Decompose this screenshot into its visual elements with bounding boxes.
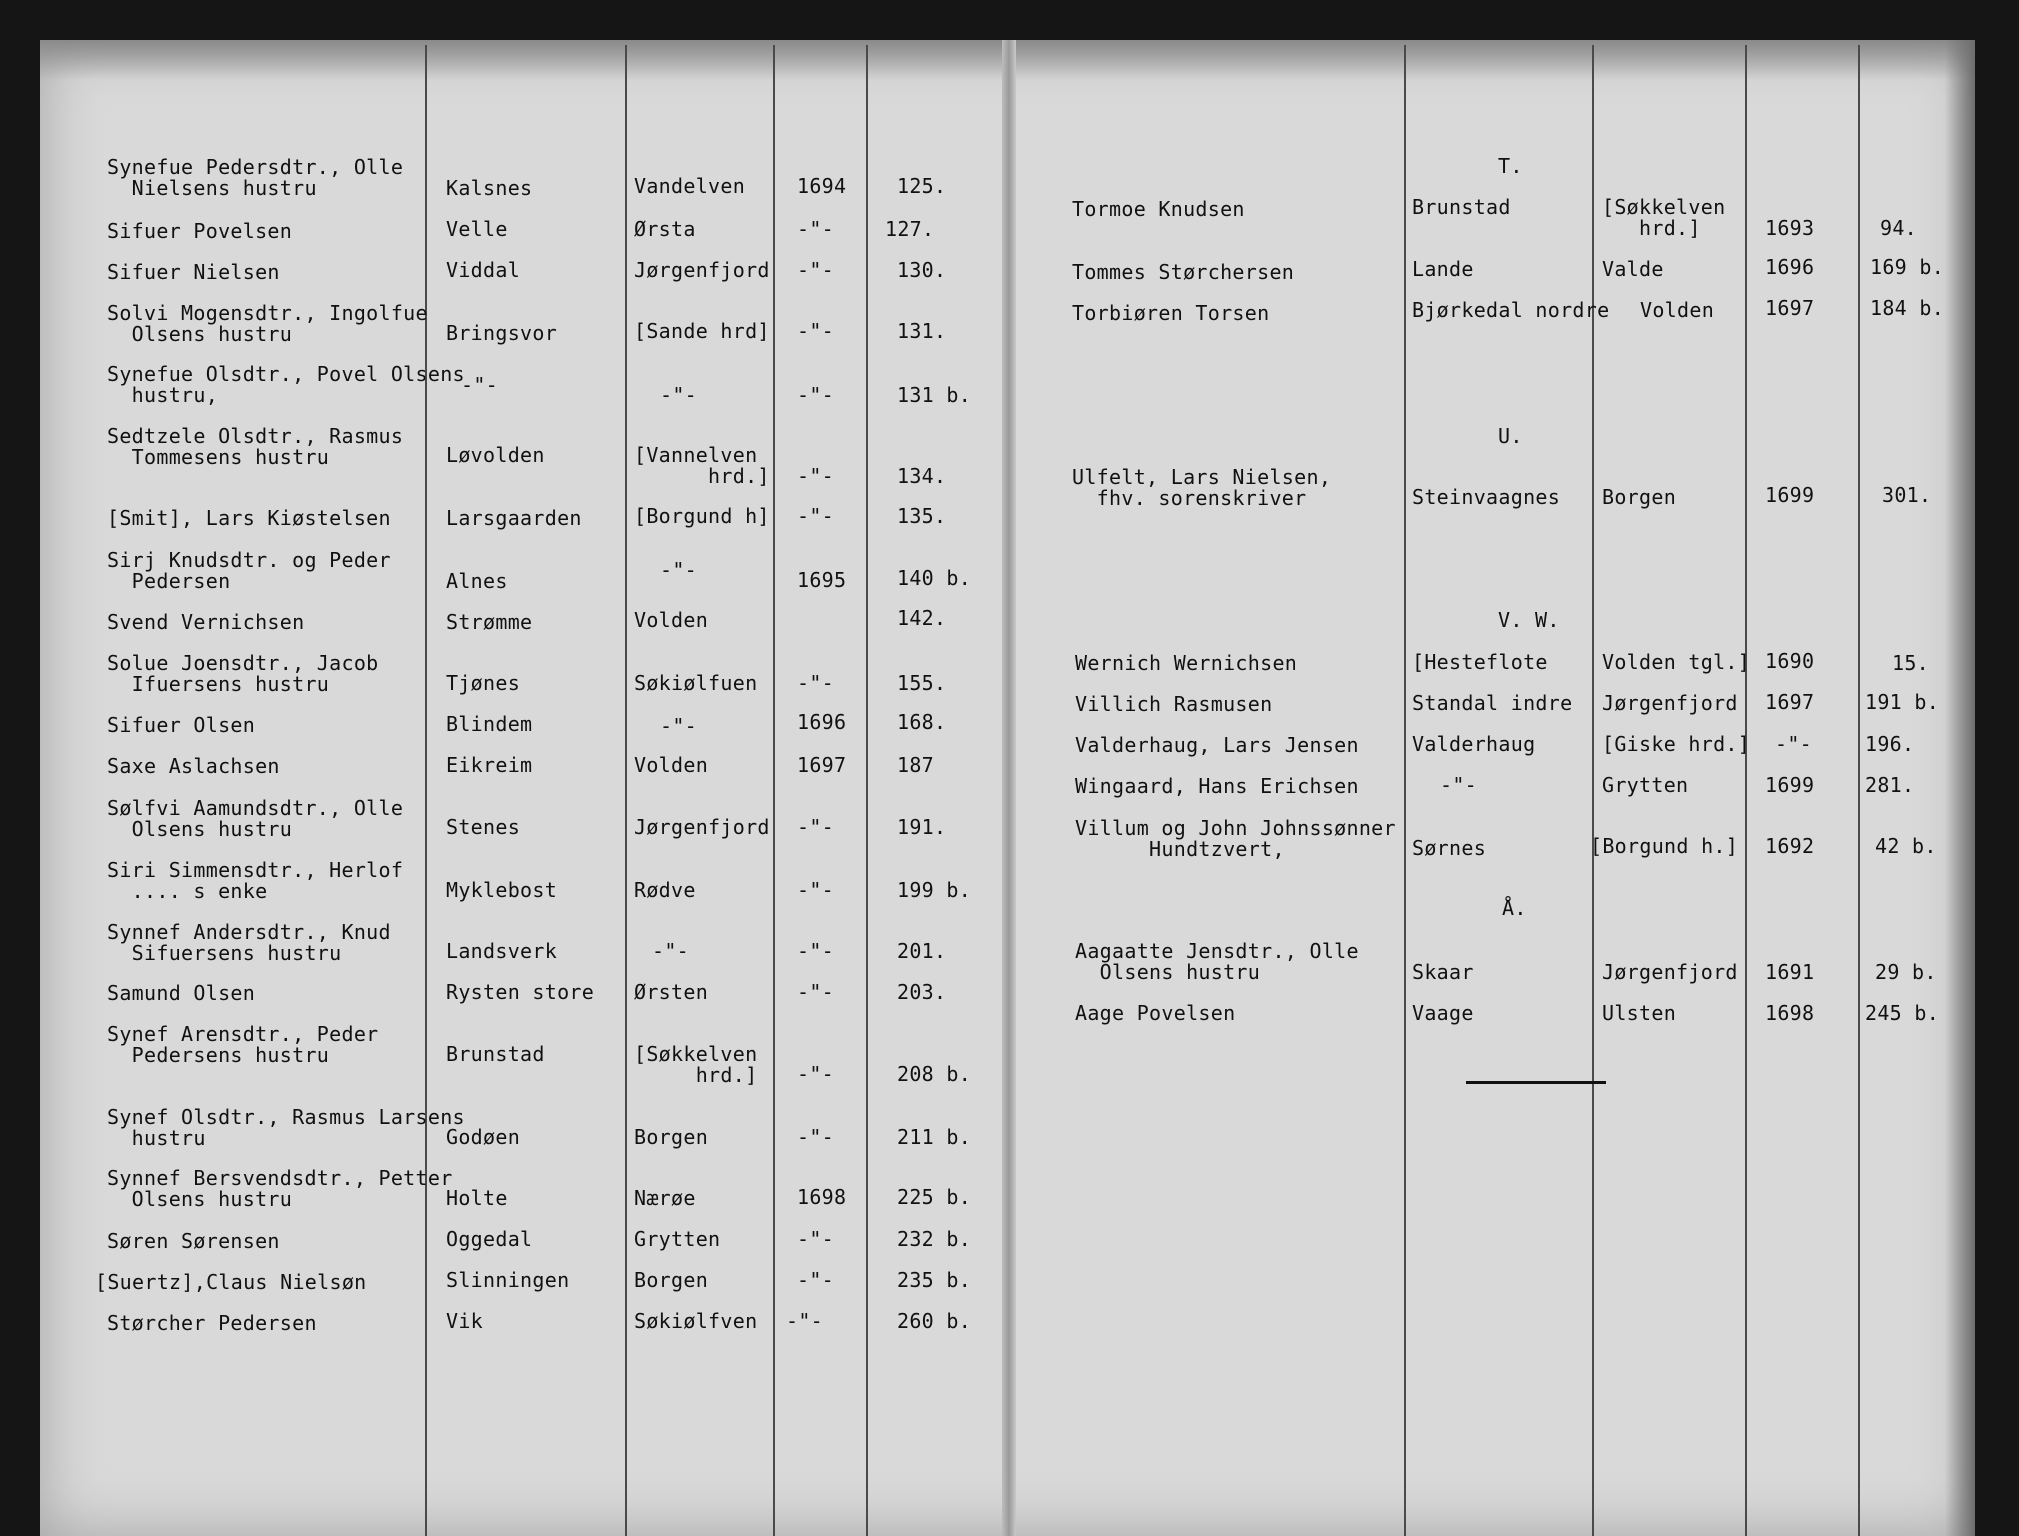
entry-name: Synef Olsdtr., Rasmus Larsens hustru <box>107 1105 465 1150</box>
entry-name: Tormoe Knudsen <box>1072 197 1245 221</box>
entry-place: Standal indre <box>1412 691 1573 715</box>
entry-parish: [Søkkelven hrd.] <box>634 1042 758 1087</box>
entry-ref: 245 b. <box>1865 1001 1940 1025</box>
entry-place: Alnes <box>446 569 508 593</box>
entry-name: Synefue Olsdtr., Povel Olsens hustru, <box>107 362 465 407</box>
entry-year: 1695 <box>797 568 847 592</box>
entry-place: Sørnes <box>1412 836 1487 860</box>
entry-year: 1696 <box>1765 255 1815 279</box>
entry-year: 1699 <box>1765 483 1815 507</box>
entry-name: Tommes Størchersen <box>1072 260 1295 284</box>
entry-place: Vik <box>446 1309 484 1333</box>
entry-place: Oggedal <box>446 1227 533 1251</box>
entry-parish: [Giske hrd.] <box>1602 732 1751 756</box>
entry-ref: 235 b. <box>897 1268 972 1292</box>
entry-place: Steinvaagnes <box>1412 485 1561 509</box>
entry-place: -"- <box>461 373 499 397</box>
section-heading: Å. <box>1502 896 1527 920</box>
entry-place: Velle <box>446 217 508 241</box>
entry-parish: Nærøe <box>634 1186 696 1210</box>
entry-ref: 131. <box>897 319 947 343</box>
entry-ref: 201. <box>897 939 947 963</box>
column-rule <box>1404 45 1406 1536</box>
entry-name: Villich Rasmusen <box>1075 692 1273 716</box>
entry-year: -"- <box>797 504 835 528</box>
entry-name: Solvi Mogensdtr., Ingolfue Olsens hustru <box>107 301 428 346</box>
entry-parish: Volden <box>1640 298 1715 322</box>
entry-place: Bringsvor <box>446 321 558 345</box>
entry-name: Synnef Bersvendsdtr., Petter Olsens hustru <box>107 1166 453 1211</box>
entry-place: Viddal <box>446 258 521 282</box>
section-heading: V. W. <box>1498 608 1560 632</box>
entry-parish: -"- <box>660 558 698 582</box>
entry-name: Sifuer Nielsen <box>107 260 280 284</box>
entry-name: Samund Olsen <box>107 981 256 1005</box>
entry-place: Rysten store <box>446 980 595 1004</box>
entry-ref: 281. <box>1865 773 1915 797</box>
entry-year: 1693 <box>1765 216 1815 240</box>
entry-year: -"- <box>797 383 835 407</box>
entry-year: 1697 <box>1765 690 1815 714</box>
entry-name: Synef Arensdtr., Peder Pedersens hustru <box>107 1022 379 1067</box>
entry-parish: -"- <box>652 939 690 963</box>
entry-place: Brunstad <box>446 1042 545 1066</box>
entry-parish: Volden tgl.] <box>1602 650 1751 674</box>
entry-parish: Rødve <box>634 878 696 902</box>
entry-ref: 125. <box>897 174 947 198</box>
entry-year: -"- <box>797 815 835 839</box>
entry-parish: Jørgenfjord <box>634 258 770 282</box>
entry-place: Tjønes <box>446 671 521 695</box>
entry-year: 1690 <box>1765 649 1815 673</box>
entry-ref: 199 b. <box>897 878 972 902</box>
entry-ref: 42 b. <box>1875 834 1937 858</box>
entry-place: Landsverk <box>446 939 558 963</box>
column-rule <box>1745 45 1747 1536</box>
entry-place: -"- <box>1440 773 1478 797</box>
entry-name: Villum og John Johnssønner Hundtzvert, <box>1075 816 1396 861</box>
entry-parish: Volden <box>634 753 709 777</box>
entry-ref: 169 b. <box>1870 255 1945 279</box>
entry-ref: 155. <box>897 671 947 695</box>
entry-ref: 232 b. <box>897 1227 972 1251</box>
entry-year: -"- <box>797 464 835 488</box>
entry-name: Ulfelt, Lars Nielsen, fhv. sorenskriver <box>1072 465 1332 510</box>
entry-ref: 127. <box>885 217 935 241</box>
entry-place: Vaage <box>1412 1001 1474 1025</box>
entry-ref: 168. <box>897 710 947 734</box>
column-rule <box>425 45 427 1536</box>
entry-ref: 15. <box>1892 651 1930 675</box>
closing-rule <box>1466 1081 1606 1084</box>
entry-ref: 191 b. <box>1865 690 1940 714</box>
section-heading: U. <box>1498 424 1523 448</box>
entry-year: -"- <box>797 878 835 902</box>
entry-parish: Ørsta <box>634 217 696 241</box>
entry-year: 1698 <box>797 1185 847 1209</box>
entry-place: Godøen <box>446 1125 521 1149</box>
entry-year: 1694 <box>797 174 847 198</box>
entry-year: -"- <box>797 671 835 695</box>
entry-parish: Borgen <box>634 1268 709 1292</box>
entry-parish: Borgen <box>634 1125 709 1149</box>
entry-year: -"- <box>797 939 835 963</box>
entry-name: [Suertz],Claus Nielsøn <box>95 1270 367 1294</box>
entry-parish: [Vannelven hrd.] <box>634 443 770 488</box>
entry-place: Valderhaug <box>1412 732 1536 756</box>
entry-year: 1698 <box>1765 1001 1815 1025</box>
entry-parish: Jørgenfjord <box>1602 691 1738 715</box>
entry-parish: [Borgund h] <box>634 504 770 528</box>
entry-place: Larsgaarden <box>446 506 582 530</box>
entry-ref: 208 b. <box>897 1062 972 1086</box>
entry-parish: [Borgund h.] <box>1590 834 1739 858</box>
entry-name: Svend Vernichsen <box>107 610 305 634</box>
entry-ref: 29 b. <box>1875 960 1937 984</box>
entry-name: Sifuer Povelsen <box>107 219 293 243</box>
entry-name: Sirj Knudsdtr. og Peder Pedersen <box>107 548 391 593</box>
entry-place: Slinningen <box>446 1268 570 1292</box>
entry-place: Holte <box>446 1186 508 1210</box>
entry-year: -"- <box>797 258 835 282</box>
entry-ref: 196. <box>1865 732 1915 756</box>
entry-year: -"- <box>797 319 835 343</box>
entry-year: -"- <box>1775 732 1813 756</box>
entry-place: Skaar <box>1412 960 1474 984</box>
entry-parish: -"- <box>660 383 698 407</box>
entry-name: Aagaatte Jensdtr., Olle Olsens hustru <box>1075 939 1359 984</box>
scan-shadow-right <box>1945 40 1975 1536</box>
entry-year: 1691 <box>1765 960 1815 984</box>
entry-place: [Hesteflote <box>1412 650 1548 674</box>
entry-parish: Ulsten <box>1602 1001 1677 1025</box>
entry-place: Kalsnes <box>446 176 533 200</box>
column-rule <box>1858 45 1860 1536</box>
entry-ref: 130. <box>897 258 947 282</box>
entry-name: Siri Simmensdtr., Herlof .... s enke <box>107 858 404 903</box>
entry-parish: [Søkkelven hrd.] <box>1602 195 1726 240</box>
entry-parish: Grytten <box>1602 773 1689 797</box>
entry-ref: 191. <box>897 815 947 839</box>
entry-name: Solue Joensdtr., Jacob Ifuersens hustru <box>107 651 379 696</box>
entry-parish: -"- <box>660 714 698 738</box>
entry-year: -"- <box>797 1268 835 1292</box>
entry-parish: Borgen <box>1602 485 1677 509</box>
entry-ref: 135. <box>897 504 947 528</box>
entry-place: Lande <box>1412 257 1474 281</box>
entry-year: 1696 <box>797 710 847 734</box>
section-heading: T. <box>1498 154 1523 178</box>
entry-name: Valderhaug, Lars Jensen <box>1075 733 1359 757</box>
entry-place: Strømme <box>446 610 533 634</box>
entry-place: Myklebost <box>446 878 558 902</box>
entry-ref: 134. <box>897 464 947 488</box>
entry-parish: Grytten <box>634 1227 721 1251</box>
entry-year: -"- <box>797 217 835 241</box>
entry-name: Størcher Pedersen <box>107 1311 317 1335</box>
entry-year: 1697 <box>797 753 847 777</box>
entry-year: -"- <box>797 1125 835 1149</box>
entry-name: Sølfvi Aamundsdtr., Olle Olsens hustru <box>107 796 404 841</box>
entry-place: Blindem <box>446 712 533 736</box>
entry-ref: 301. <box>1882 483 1932 507</box>
entry-year: -"- <box>797 1062 835 1086</box>
entry-year: 1692 <box>1765 834 1815 858</box>
entry-parish: Søkiølfven <box>634 1309 758 1333</box>
entry-name: Synefue Pedersdtr., Olle Nielsens hustru <box>107 155 404 200</box>
column-rule <box>1592 45 1594 1536</box>
entry-year: -"- <box>786 1309 824 1333</box>
entry-ref: 203. <box>897 980 947 1004</box>
entry-ref: 140 b. <box>897 566 972 590</box>
entry-ref: 225 b. <box>897 1185 972 1209</box>
entry-place: Stenes <box>446 815 521 839</box>
entry-parish: [Sande hrd] <box>634 319 770 343</box>
entry-place: Brunstad <box>1412 195 1511 219</box>
entry-parish: Valde <box>1602 257 1664 281</box>
entry-parish: Volden <box>634 608 709 632</box>
entry-ref: 187 <box>897 753 935 777</box>
entry-name: Wernich Wernichsen <box>1075 651 1298 675</box>
entry-name: [Smit], Lars Kiøstelsen <box>107 506 391 530</box>
entry-parish: Søkiølfuen <box>634 671 758 695</box>
entry-name: Sifuer Olsen <box>107 713 256 737</box>
entry-name: Synnef Andersdtr., Knud Sifuersens hustru <box>107 920 391 965</box>
entry-name: Søren Sørensen <box>107 1229 280 1253</box>
entry-year: -"- <box>797 980 835 1004</box>
entry-parish: Ørsten <box>634 980 709 1004</box>
entry-name: Aage Povelsen <box>1075 1001 1236 1025</box>
entry-year: 1697 <box>1765 296 1815 320</box>
column-rule <box>625 45 627 1536</box>
entry-place: Løvolden <box>446 443 545 467</box>
entry-year: 1699 <box>1765 773 1815 797</box>
entry-year: -"- <box>797 1227 835 1251</box>
entry-parish: Jørgenfjord <box>634 815 770 839</box>
entry-name: Sedtzele Olsdtr., Rasmus Tommesens hustru <box>107 424 404 469</box>
page-fold <box>1002 40 1016 1536</box>
entry-parish: Vandelven <box>634 174 746 198</box>
entry-name: Wingaard, Hans Erichsen <box>1075 774 1359 798</box>
entry-ref: 184 b. <box>1870 296 1945 320</box>
entry-ref: 260 b. <box>897 1309 972 1333</box>
entry-ref: 142. <box>897 606 947 630</box>
entry-place: Bjørkedal nordre <box>1412 298 1610 322</box>
entry-ref: 94. <box>1880 216 1918 240</box>
entry-ref: 211 b. <box>897 1125 972 1149</box>
entry-parish: Jørgenfjord <box>1602 960 1738 984</box>
entry-ref: 131 b. <box>897 383 972 407</box>
entry-place: Eikreim <box>446 753 533 777</box>
entry-name: Saxe Aslachsen <box>107 754 280 778</box>
column-rule <box>866 45 868 1536</box>
column-rule <box>773 45 775 1536</box>
entry-name: Torbiøren Torsen <box>1072 301 1270 325</box>
